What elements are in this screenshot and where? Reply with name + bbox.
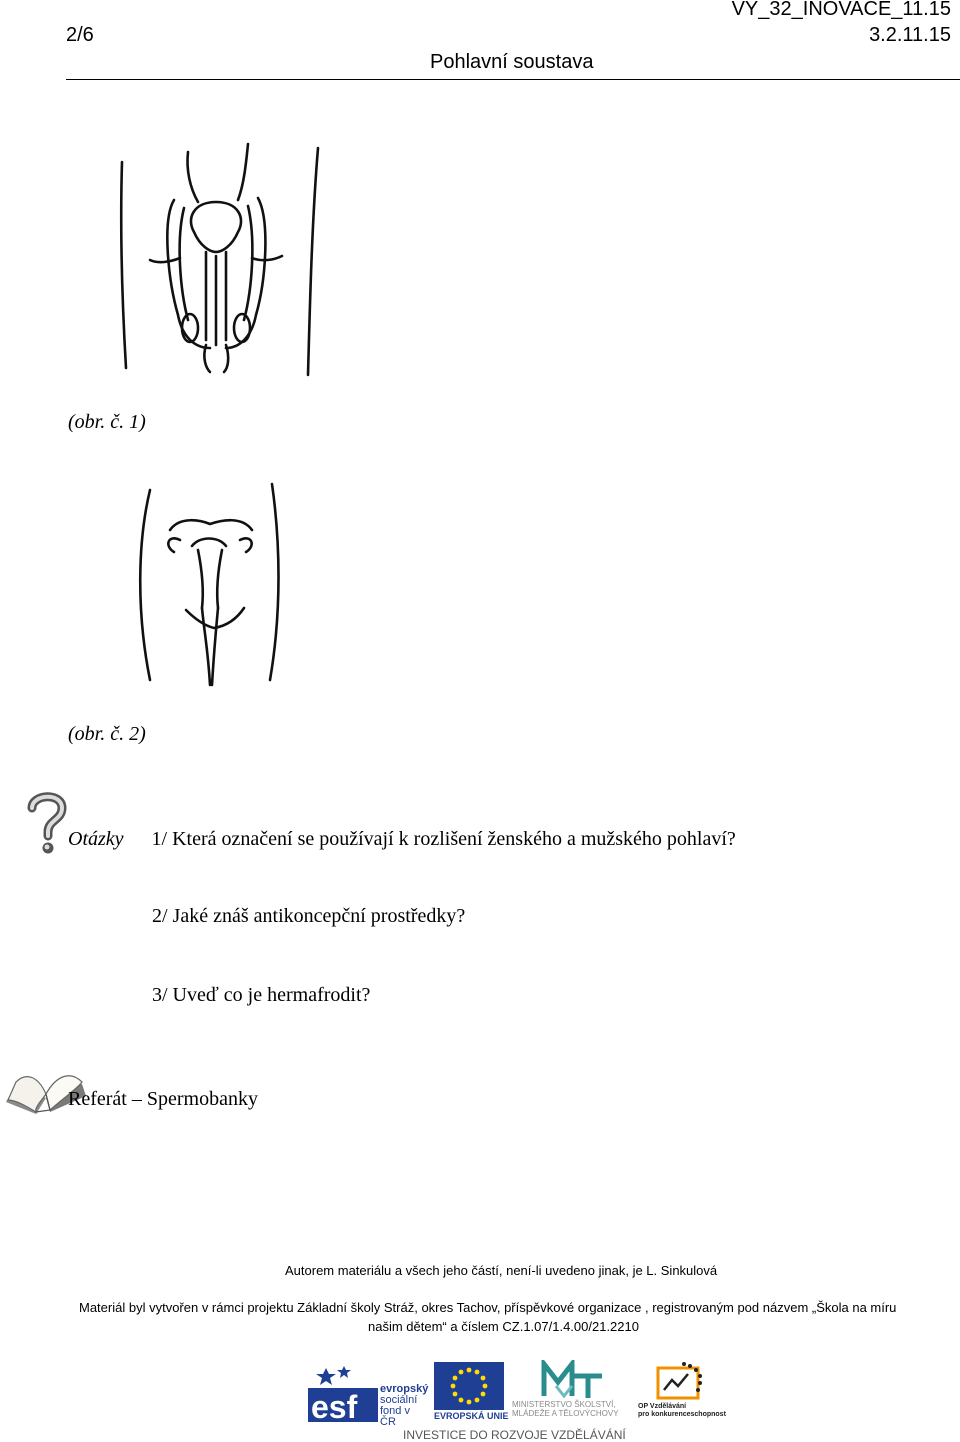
report-topic: Referát – Spermobanky: [68, 1088, 258, 1110]
project-note-line-2: našim dětem“ a číslem CZ.1.07/1.4.00/21.2210: [368, 1319, 639, 1334]
esf-text-1: evropský: [380, 1383, 429, 1395]
question-1: [68, 828, 736, 851]
question-1-text: 1/ Která označení se používají k rozlišení ženského a mužského pohlaví?: [151, 828, 736, 850]
question-mark-icon: [24, 790, 70, 856]
questions-label: Otázky: [68, 828, 124, 850]
page-number: 2/6: [66, 24, 94, 46]
msmt-mark-icon: [512, 1360, 634, 1400]
msmt-logo: [512, 1360, 634, 1422]
op-vk-logo: [638, 1360, 726, 1422]
esf-mark-icon: [308, 1362, 378, 1422]
question-3: 3/ Uveď co je hermafrodit?: [152, 984, 371, 1006]
author-note: Autorem materiálu a všech jeho částí, není-li uvedeno jinak, je L. Sinkulová: [285, 1263, 718, 1278]
eu-flag-icon: [434, 1362, 504, 1410]
esf-text-2: sociální: [380, 1394, 418, 1406]
question-2: 2/ Jaké znáš antikoncepční prostředky?: [152, 905, 466, 927]
esf-text-3: fond v ČR: [380, 1405, 410, 1428]
esf-logo: [308, 1362, 429, 1428]
eu-text: EVROPSKÁ UNIE: [434, 1411, 509, 1421]
male-reproductive-system-drawing: [110, 140, 330, 385]
document-number: 3.2.11.15: [869, 24, 951, 46]
header-divider: [66, 79, 960, 80]
project-note-line-1: Materiál byl vytvořen v rámci projektu Základní školy Stráž, okres Tachov, příspěvkové organizace , registrovaným pod názvem „Škola na míru: [79, 1300, 897, 1315]
female-reproductive-system-drawing: [130, 480, 290, 695]
figure-2-caption: (obr. č. 2): [68, 723, 146, 745]
svg-text:esf: esf: [311, 1389, 358, 1422]
document-code: VY_32_INOVACE_11.15: [731, 0, 951, 20]
op-vk-mark-icon: [638, 1360, 720, 1402]
eu-logo: [434, 1362, 508, 1422]
figure-1-caption: (obr. č. 1): [68, 411, 146, 433]
msmt-text-2: MLÁDEŽE A TĚLOVÝCHOVY: [512, 1409, 619, 1418]
op-text-2: pro konkurenceschopnost: [638, 1411, 726, 1418]
page-title: Pohlavní soustava: [430, 51, 594, 73]
op-text-1: OP Vzdělávání: [638, 1403, 687, 1410]
msmt-text-1: MINISTERSTVO ŠKOLSTVÍ,: [512, 1400, 616, 1409]
investment-slogan: INVESTICE DO ROZVOJE VZDĚLÁVÁNÍ: [403, 1428, 626, 1442]
